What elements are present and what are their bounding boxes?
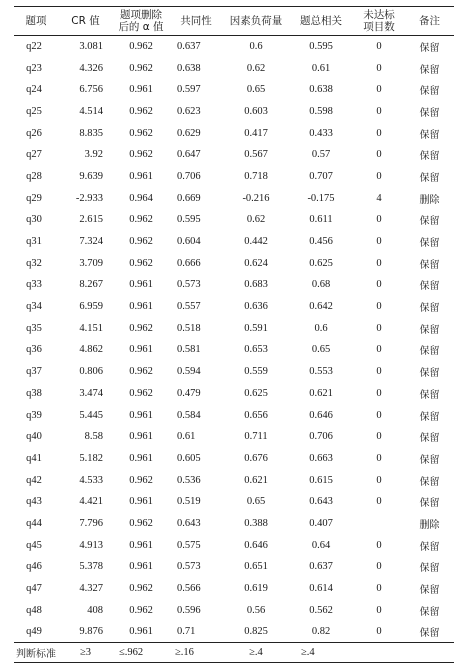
table-row xyxy=(14,36,454,58)
remark: 保留 xyxy=(419,151,440,163)
item-total-correlation: 0.65 xyxy=(311,344,331,356)
remark: 保留 xyxy=(419,346,440,358)
unmet-count: 0 xyxy=(376,322,382,334)
communality-value: 0.519 xyxy=(177,496,201,508)
cr-value: 4.862 xyxy=(79,344,103,356)
cr-value: 0.806 xyxy=(79,366,103,378)
item-cell: q45 xyxy=(26,539,42,551)
communality-value: 0.479 xyxy=(177,387,201,399)
remark: 保留 xyxy=(419,129,440,141)
factor-loading: 0.711 xyxy=(244,431,268,443)
item-total-correlation: 0.638 xyxy=(309,84,333,96)
header-alpha-line2: 后的 α 值 xyxy=(118,21,164,33)
remark: 保留 xyxy=(419,368,440,380)
table-row xyxy=(14,79,454,101)
header-loading: 因素负荷量 xyxy=(229,15,283,27)
item-total-correlation: 0.57 xyxy=(311,149,331,161)
communality-value: 0.557 xyxy=(177,301,201,313)
cr-value: -2.933 xyxy=(75,192,103,204)
cr-value: 3.709 xyxy=(79,257,103,269)
alpha-if-deleted: 0.961 xyxy=(129,301,153,313)
remark: 保留 xyxy=(419,628,440,640)
alpha-if-deleted: 0.962 xyxy=(129,257,153,269)
alpha-if-deleted: 0.961 xyxy=(129,170,153,182)
alpha-if-deleted: 0.961 xyxy=(129,539,153,551)
factor-loading: 0.388 xyxy=(244,517,268,529)
table-row xyxy=(14,122,454,144)
table-row xyxy=(14,209,454,231)
table-row xyxy=(14,578,454,600)
communality-value: 0.647 xyxy=(177,149,201,161)
unmet-count: 0 xyxy=(376,301,382,313)
unmet-count xyxy=(353,513,405,535)
table-row xyxy=(14,556,454,578)
header-unmet xyxy=(353,7,405,36)
factor-loading: 0.65 xyxy=(246,84,266,96)
criteria-unmet xyxy=(353,643,405,663)
communality-value: 0.669 xyxy=(177,192,201,204)
item-cell: q24 xyxy=(26,84,42,96)
cr-value: 6.959 xyxy=(79,301,103,313)
communality-value: 0.61 xyxy=(177,431,196,443)
table-row xyxy=(14,361,454,383)
factor-loading: 0.619 xyxy=(244,583,268,595)
table-row xyxy=(14,57,454,79)
communality-value: 0.638 xyxy=(177,62,201,74)
factor-loading: 0.676 xyxy=(244,452,268,464)
unmet-count: 0 xyxy=(376,84,382,96)
header-item: 题项 xyxy=(25,15,47,27)
cr-value: 5.445 xyxy=(79,409,103,421)
communality-value: 0.71 xyxy=(177,626,196,638)
alpha-if-deleted: 0.962 xyxy=(129,149,153,161)
alpha-if-deleted: 0.962 xyxy=(129,604,153,616)
item-cell: q43 xyxy=(26,496,42,508)
remark: 保留 xyxy=(419,281,440,293)
alpha-if-deleted: 0.962 xyxy=(129,583,153,595)
remark: 保留 xyxy=(419,606,440,618)
factor-loading: 0.6 xyxy=(249,41,263,53)
cr-value: 3.474 xyxy=(79,387,103,399)
criteria-communality: ≥.16 xyxy=(175,647,194,659)
remark: 保留 xyxy=(419,303,440,315)
communality-value: 0.581 xyxy=(177,344,201,356)
remark: 保留 xyxy=(419,86,440,98)
alpha-if-deleted: 0.961 xyxy=(129,84,153,96)
alpha-if-deleted: 0.961 xyxy=(129,452,153,464)
unmet-count: 0 xyxy=(376,62,382,74)
item-total-correlation: -0.175 xyxy=(307,192,335,204)
remark: 保留 xyxy=(419,216,440,228)
cr-value: 4.326 xyxy=(79,62,103,74)
cr-value: 6.756 xyxy=(79,84,103,96)
header-unmet-line1: 未达标 xyxy=(363,9,395,21)
remark: 保留 xyxy=(419,389,440,401)
factor-loading: 0.559 xyxy=(244,366,268,378)
table-body xyxy=(14,36,454,643)
item-total-correlation: 0.643 xyxy=(309,496,333,508)
cr-value: 7.324 xyxy=(79,236,103,248)
item-cell: q49 xyxy=(26,626,42,638)
table-row xyxy=(14,534,454,556)
unmet-count: 0 xyxy=(376,496,382,508)
criteria-label: 判断标准 xyxy=(16,649,56,661)
item-cell: q48 xyxy=(26,604,42,616)
cr-value: 8.267 xyxy=(79,279,103,291)
table-row xyxy=(14,231,454,253)
communality-value: 0.666 xyxy=(177,257,201,269)
communality-value: 0.623 xyxy=(177,105,201,117)
factor-loading: 0.656 xyxy=(244,409,268,421)
alpha-if-deleted: 0.962 xyxy=(129,236,153,248)
cr-value: 4.533 xyxy=(79,474,103,486)
remark: 保留 xyxy=(419,107,440,119)
item-total-correlation: 0.625 xyxy=(309,257,333,269)
cr-value: 5.182 xyxy=(79,452,103,464)
alpha-if-deleted: 0.962 xyxy=(129,322,153,334)
cr-value: 408 xyxy=(87,604,103,616)
item-cell: q37 xyxy=(26,366,42,378)
alpha-if-deleted: 0.961 xyxy=(129,561,153,573)
communality-value: 0.584 xyxy=(177,409,201,421)
item-cell: q39 xyxy=(26,409,42,421)
item-total-correlation: 0.642 xyxy=(309,301,333,313)
header-row xyxy=(14,7,454,36)
cr-value: 4.421 xyxy=(79,496,103,508)
table-row xyxy=(14,339,454,361)
item-cell: q25 xyxy=(26,105,42,117)
item-analysis-table xyxy=(14,6,454,663)
unmet-count: 0 xyxy=(376,279,382,291)
unmet-count: 0 xyxy=(376,105,382,117)
item-cell: q30 xyxy=(26,214,42,226)
unmet-count: 0 xyxy=(376,539,382,551)
item-total-correlation: 0.64 xyxy=(311,539,331,551)
item-cell: q31 xyxy=(26,236,42,248)
remark: 保留 xyxy=(419,259,440,271)
factor-loading: 0.624 xyxy=(244,257,268,269)
table-row xyxy=(14,166,454,188)
remark: 保留 xyxy=(419,476,440,488)
item-total-correlation: 0.553 xyxy=(309,366,333,378)
communality-value: 0.605 xyxy=(177,452,201,464)
communality-value: 0.604 xyxy=(177,236,201,248)
remark: 删除 xyxy=(419,519,440,531)
factor-loading: -0.216 xyxy=(242,192,270,204)
header-cr: CR 值 xyxy=(71,15,100,27)
communality-value: 0.643 xyxy=(177,517,201,529)
communality-value: 0.594 xyxy=(177,366,201,378)
factor-loading: 0.646 xyxy=(244,539,268,551)
header-alpha xyxy=(113,7,169,36)
cr-value: 5.378 xyxy=(79,561,103,573)
remark: 保留 xyxy=(419,541,440,553)
table-row xyxy=(14,513,454,535)
communality-value: 0.597 xyxy=(177,84,201,96)
criteria-note xyxy=(405,643,454,663)
factor-loading: 0.417 xyxy=(244,127,268,139)
item-cell: q34 xyxy=(26,301,42,313)
header-communality: 共同性 xyxy=(180,15,212,27)
table-row xyxy=(14,101,454,123)
alpha-if-deleted: 0.962 xyxy=(129,105,153,117)
item-cell: q33 xyxy=(26,279,42,291)
alpha-if-deleted: 0.962 xyxy=(129,41,153,53)
item-cell: q36 xyxy=(26,344,42,356)
criteria-cr: ≥3 xyxy=(79,647,91,659)
remark: 保留 xyxy=(419,454,440,466)
item-total-correlation: 0.598 xyxy=(309,105,333,117)
unmet-count: 0 xyxy=(376,604,382,616)
unmet-count: 4 xyxy=(376,192,382,204)
remark: 保留 xyxy=(419,411,440,423)
alpha-if-deleted: 0.962 xyxy=(129,62,153,74)
unmet-count: 0 xyxy=(376,409,382,421)
table-row xyxy=(14,404,454,426)
item-total-correlation: 0.611 xyxy=(309,214,333,226)
remark: 保留 xyxy=(419,563,440,575)
alpha-if-deleted: 0.961 xyxy=(129,344,153,356)
factor-loading: 0.591 xyxy=(244,322,268,334)
communality-value: 0.596 xyxy=(177,604,201,616)
factor-loading: 0.621 xyxy=(244,474,268,486)
cr-value: 4.151 xyxy=(79,322,103,334)
cr-value: 9.639 xyxy=(79,170,103,182)
remark: 保留 xyxy=(419,238,440,250)
table-row xyxy=(14,448,454,470)
communality-value: 0.706 xyxy=(177,170,201,182)
factor-loading: 0.65 xyxy=(246,496,266,508)
item-total-correlation: 0.82 xyxy=(311,626,331,638)
item-total-correlation: 0.614 xyxy=(309,583,333,595)
table-row xyxy=(14,317,454,339)
factor-loading: 0.651 xyxy=(244,561,268,573)
table-row xyxy=(14,252,454,274)
alpha-if-deleted: 0.964 xyxy=(129,192,153,204)
item-cell: q38 xyxy=(26,387,42,399)
unmet-count: 0 xyxy=(376,452,382,464)
cr-value: 4.514 xyxy=(79,105,103,117)
criteria-alpha: ≤.962 xyxy=(119,647,144,659)
alpha-if-deleted: 0.961 xyxy=(129,409,153,421)
unmet-count: 0 xyxy=(376,236,382,248)
item-cell: q23 xyxy=(26,62,42,74)
unmet-count: 0 xyxy=(376,583,382,595)
remark: 保留 xyxy=(419,43,440,55)
alpha-if-deleted: 0.961 xyxy=(129,279,153,291)
factor-loading: 0.636 xyxy=(244,301,268,313)
item-total-correlation: 0.6 xyxy=(314,322,328,334)
item-total-correlation: 0.433 xyxy=(309,127,333,139)
alpha-if-deleted: 0.962 xyxy=(129,387,153,399)
remark: 保留 xyxy=(419,585,440,597)
header-alpha-line1: 题项删除 xyxy=(120,9,162,21)
factor-loading: 0.603 xyxy=(244,105,268,117)
item-cell: q44 xyxy=(26,517,42,529)
item-cell: q47 xyxy=(26,583,42,595)
unmet-count: 0 xyxy=(376,344,382,356)
item-cell: q46 xyxy=(26,561,42,573)
cr-value: 3.92 xyxy=(84,149,103,161)
cr-value: 3.081 xyxy=(79,41,103,53)
remark: 保留 xyxy=(419,64,440,76)
item-total-correlation: 0.407 xyxy=(309,517,333,529)
unmet-count: 0 xyxy=(376,257,382,269)
table-row xyxy=(14,274,454,296)
factor-loading: 0.442 xyxy=(244,236,268,248)
communality-value: 0.518 xyxy=(177,322,201,334)
communality-value: 0.566 xyxy=(177,583,201,595)
communality-value: 0.637 xyxy=(177,41,201,53)
unmet-count: 0 xyxy=(376,474,382,486)
communality-value: 0.629 xyxy=(177,127,201,139)
table-row xyxy=(14,296,454,318)
item-cell: q40 xyxy=(26,431,42,443)
remark: 保留 xyxy=(419,433,440,445)
unmet-count: 0 xyxy=(376,561,382,573)
alpha-if-deleted: 0.961 xyxy=(129,496,153,508)
item-cell: q35 xyxy=(26,322,42,334)
cr-value: 7.796 xyxy=(79,517,103,529)
table-row xyxy=(14,187,454,209)
cr-value: 8.58 xyxy=(84,431,103,443)
remark: 保留 xyxy=(419,498,440,510)
factor-loading: 0.718 xyxy=(244,170,268,182)
table-row xyxy=(14,383,454,405)
item-total-correlation: 0.68 xyxy=(311,279,331,291)
factor-loading: 0.62 xyxy=(246,62,266,74)
item-cell: q27 xyxy=(26,149,42,161)
alpha-if-deleted: 0.961 xyxy=(129,431,153,443)
item-cell: q22 xyxy=(26,41,42,53)
cr-value: 4.913 xyxy=(79,539,103,551)
unmet-count: 0 xyxy=(376,366,382,378)
table-row xyxy=(14,621,454,643)
remark: 删除 xyxy=(419,194,440,206)
item-total-correlation: 0.595 xyxy=(309,41,333,53)
criteria-item-total: ≥.4 xyxy=(301,647,315,659)
factor-loading: 0.625 xyxy=(244,387,268,399)
cr-value: 9.876 xyxy=(79,626,103,638)
table-row xyxy=(14,599,454,621)
criteria-row xyxy=(14,643,454,663)
item-total-correlation: 0.707 xyxy=(309,170,333,182)
unmet-count: 0 xyxy=(376,149,382,161)
item-total-correlation: 0.706 xyxy=(309,431,333,443)
unmet-count: 0 xyxy=(376,170,382,182)
item-cell: q26 xyxy=(26,127,42,139)
header-item-total: 题总相关 xyxy=(300,15,342,27)
item-total-correlation: 0.637 xyxy=(309,561,333,573)
table-row xyxy=(14,469,454,491)
alpha-if-deleted: 0.961 xyxy=(129,626,153,638)
alpha-if-deleted: 0.962 xyxy=(129,366,153,378)
cr-value: 2.615 xyxy=(79,214,103,226)
item-cell: q28 xyxy=(26,170,42,182)
alpha-if-deleted: 0.962 xyxy=(129,214,153,226)
cr-value: 8.835 xyxy=(79,127,103,139)
item-cell: q29 xyxy=(26,192,42,204)
item-total-correlation: 0.562 xyxy=(309,604,333,616)
factor-loading: 0.825 xyxy=(244,626,268,638)
table-row xyxy=(14,426,454,448)
item-cell: q42 xyxy=(26,474,42,486)
cr-value: 4.327 xyxy=(79,583,103,595)
unmet-count: 0 xyxy=(376,626,382,638)
factor-loading: 0.56 xyxy=(246,604,266,616)
item-total-correlation: 0.61 xyxy=(311,62,331,74)
remark: 保留 xyxy=(419,172,440,184)
item-total-correlation: 0.646 xyxy=(309,409,333,421)
factor-loading: 0.653 xyxy=(244,344,268,356)
table-row xyxy=(14,144,454,166)
communality-value: 0.536 xyxy=(177,474,201,486)
unmet-count: 0 xyxy=(376,41,382,53)
item-total-correlation: 0.615 xyxy=(309,474,333,486)
item-total-correlation: 0.621 xyxy=(309,387,333,399)
header-unmet-line2: 项目数 xyxy=(363,21,395,33)
remark: 保留 xyxy=(419,324,440,336)
item-total-correlation: 0.663 xyxy=(309,452,333,464)
communality-value: 0.595 xyxy=(177,214,201,226)
unmet-count: 0 xyxy=(376,431,382,443)
header-note: 备注 xyxy=(419,15,440,27)
unmet-count: 0 xyxy=(376,387,382,399)
factor-loading: 0.683 xyxy=(244,279,268,291)
factor-loading: 0.62 xyxy=(246,214,266,226)
communality-value: 0.573 xyxy=(177,279,201,291)
alpha-if-deleted: 0.962 xyxy=(129,474,153,486)
unmet-count: 0 xyxy=(376,214,382,226)
table-row xyxy=(14,491,454,513)
criteria-loading: ≥.4 xyxy=(249,647,263,659)
alpha-if-deleted: 0.962 xyxy=(129,517,153,529)
communality-value: 0.575 xyxy=(177,539,201,551)
communality-value: 0.573 xyxy=(177,561,201,573)
factor-loading: 0.567 xyxy=(244,149,268,161)
item-cell: q32 xyxy=(26,257,42,269)
item-cell: q41 xyxy=(26,452,42,464)
item-total-correlation: 0.456 xyxy=(309,236,333,248)
alpha-if-deleted: 0.962 xyxy=(129,127,153,139)
unmet-count: 0 xyxy=(376,127,382,139)
